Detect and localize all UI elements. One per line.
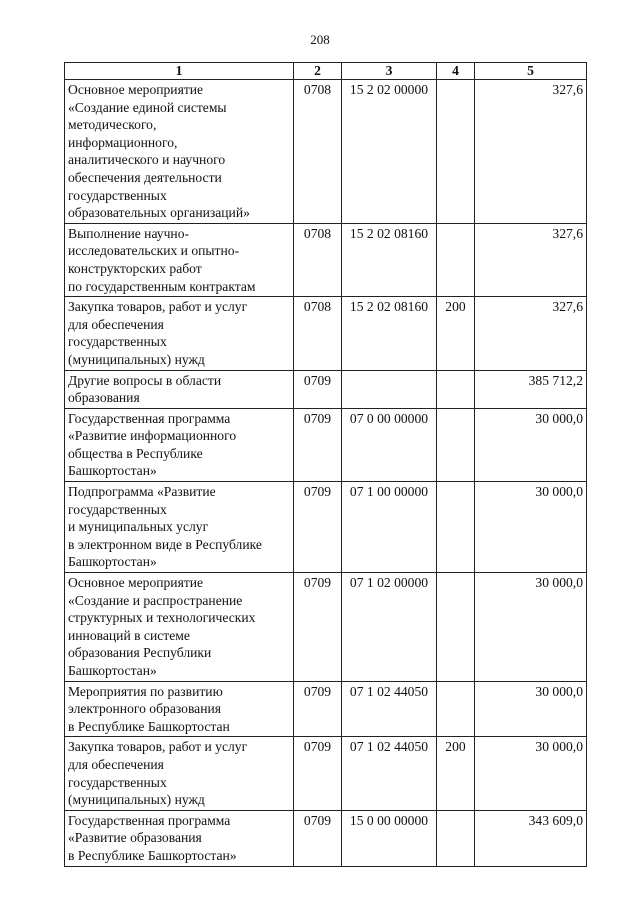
row-section: 0708: [294, 297, 342, 370]
row-type: 200: [437, 737, 475, 810]
row-name: Основное мероприятие «Создание единой системы методического, информационного, аналитического и научного обеспечения деятельности государственных образовательных организаций»: [65, 80, 294, 224]
row-target: 07 1 00 00000: [342, 482, 437, 573]
row-amount: 343 609,0: [475, 810, 587, 866]
row-type: [437, 408, 475, 481]
row-target: 07 1 02 44050: [342, 737, 437, 810]
row-type: [437, 482, 475, 573]
row-type: [437, 223, 475, 296]
row-type: [437, 810, 475, 866]
table-row: [65, 408, 587, 481]
table-row: [65, 573, 587, 682]
row-amount: 327,6: [475, 80, 587, 224]
row-target: 07 1 02 44050: [342, 681, 437, 737]
row-amount: 30 000,0: [475, 573, 587, 682]
table-row: [65, 737, 587, 810]
row-type: [437, 681, 475, 737]
table-row: [65, 297, 587, 370]
column-header-target: 3: [342, 63, 437, 80]
row-target: 15 2 02 08160: [342, 297, 437, 370]
table-row: [65, 80, 587, 224]
row-section: 0709: [294, 370, 342, 408]
budget-table: [64, 62, 587, 867]
row-section: 0709: [294, 737, 342, 810]
row-amount: 327,6: [475, 223, 587, 296]
row-target: 15 2 02 00000: [342, 80, 437, 224]
column-header-type: 4: [437, 63, 475, 80]
row-name: Подпрограмма «Развитие государственных и муниципальных услуг в электронном виде в Республике Башкортостан»: [65, 482, 294, 573]
table-row: [65, 681, 587, 737]
page-number: 208: [310, 32, 330, 47]
column-header-name: 1: [65, 63, 294, 80]
row-type: [437, 573, 475, 682]
row-type: [437, 370, 475, 408]
row-target: 07 1 02 00000: [342, 573, 437, 682]
column-header-section: 2: [294, 63, 342, 80]
table-row: [65, 223, 587, 296]
row-section: 0709: [294, 408, 342, 481]
row-name: Другие вопросы в области образования: [65, 370, 294, 408]
table-row: [65, 370, 587, 408]
row-section: 0709: [294, 810, 342, 866]
table-row: [65, 482, 587, 573]
row-name: Закупка товаров, работ и услуг для обеспечения государственных (муниципальных) нужд: [65, 737, 294, 810]
row-name: Выполнение научно- исследовательских и опытно- конструкторских работ по государственным контрактам: [65, 223, 294, 296]
row-name: Государственная программа «Развитие информационного общества в Республике Башкортостан»: [65, 408, 294, 481]
column-header-amount: 5: [475, 63, 587, 80]
row-amount: 30 000,0: [475, 737, 587, 810]
row-section: 0709: [294, 482, 342, 573]
row-name: Мероприятия по развитию электронного образования в Республике Башкортостан: [65, 681, 294, 737]
row-section: 0708: [294, 223, 342, 296]
row-amount: 327,6: [475, 297, 587, 370]
row-type: 200: [437, 297, 475, 370]
row-amount: 30 000,0: [475, 482, 587, 573]
table-header-row: [65, 63, 587, 80]
row-amount: 385 712,2: [475, 370, 587, 408]
row-type: [437, 80, 475, 224]
row-name: Закупка товаров, работ и услуг для обеспечения государственных (муниципальных) нужд: [65, 297, 294, 370]
row-amount: 30 000,0: [475, 408, 587, 481]
table-row: [65, 810, 587, 866]
row-target: [342, 370, 437, 408]
row-section: 0708: [294, 80, 342, 224]
row-section: 0709: [294, 681, 342, 737]
row-section: 0709: [294, 573, 342, 682]
row-name: Основное мероприятие «Создание и распространение структурных и технологических инноваций в системе образования Республики Башкортостан»: [65, 573, 294, 682]
row-target: 15 0 00 00000: [342, 810, 437, 866]
row-name: Государственная программа «Развитие образования в Республике Башкортостан»: [65, 810, 294, 866]
row-amount: 30 000,0: [475, 681, 587, 737]
row-target: 15 2 02 08160: [342, 223, 437, 296]
row-target: 07 0 00 00000: [342, 408, 437, 481]
